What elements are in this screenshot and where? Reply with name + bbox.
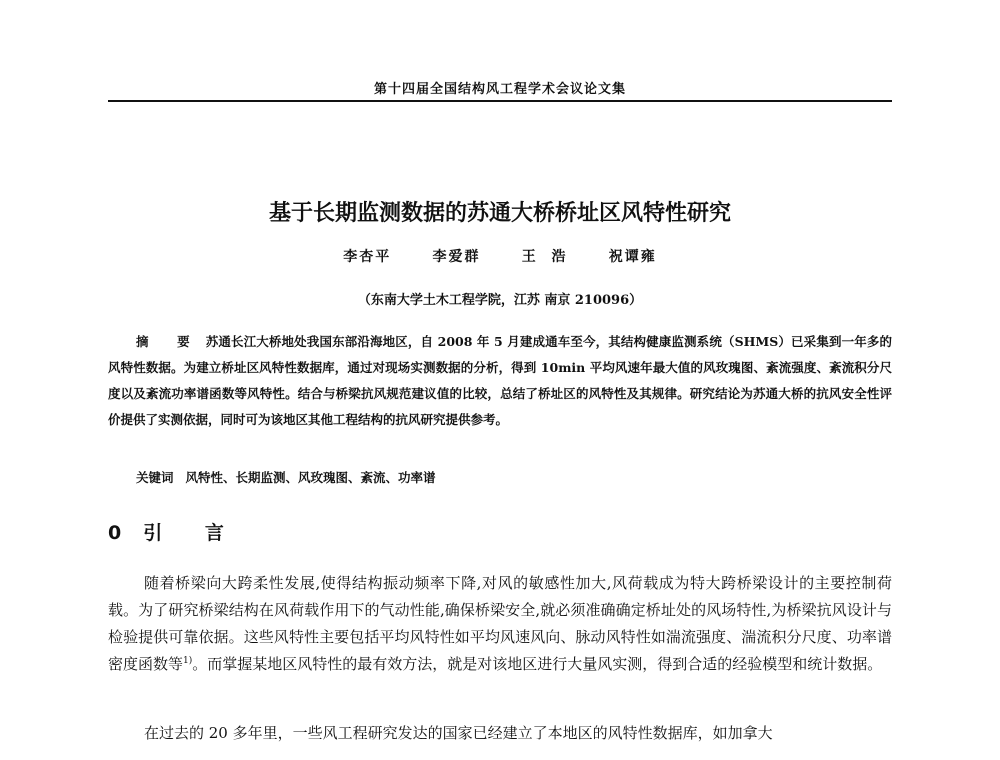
abstract [108, 329, 892, 433]
author-name: 祝谭雍 [608, 249, 657, 265]
header-rule [108, 100, 892, 102]
keywords [136, 465, 892, 491]
paragraph-text: 。而掌握某地区风特性的最有效方法，就是对该地区进行大量风实测，得到合适的经验模型和统计数据。 [192, 655, 883, 673]
citation-ref: 1) [183, 656, 193, 666]
affiliation: （东南大学土木工程学院，江苏 南京 210096） [357, 293, 643, 308]
author-name: 王 浩 [521, 249, 568, 265]
paragraph-text: 随着桥梁向大跨柔性发展,使得结构振动频率下降,对风的敏感性加大,风荷载成为特大跨桥梁设计的主要控制荷载。为了研究桥梁结构在风荷载作用下的气动性能,确保桥梁安全,就必须准确确定桥址处的风场特性,为桥梁抗风设计与检验提供可靠依据。这些风特性主要包括平均风特性如平均风速风向、脉动风特性如湍流强度、湍流积分尺度、功率谱密度函数等 [108, 574, 892, 673]
body-paragraph [108, 570, 892, 678]
keywords-text: 风特性、长期监测、风玫瑰图、紊流、功率谱 [185, 470, 436, 485]
body-paragraph: 在过去的 20 多年里，一些风工程研究发达的国家已经建立了本地区的风特性数据库，如加拿大 [144, 724, 773, 742]
author-name: 李杏平 [343, 249, 392, 265]
paper-title: 基于长期监测数据的苏通大桥桥址区风特性研究 [268, 201, 731, 226]
author-name: 李爱群 [432, 249, 481, 265]
section-title: 引 言 [143, 522, 242, 544]
running-header: 第十四届全国结构风工程学术会议论文集 [373, 82, 626, 97]
section-heading [108, 518, 242, 545]
abstract-text: 苏通长江大桥地处我国东部沿海地区，自 2008 年 5 月建成通车至今，其结构健康监测系统（SHMS）已采集到一年多的风特性数据。为建立桥址区风特性数据库，通过对现场实测数据的分析，得到 10min 平均风速年最大值的风玫瑰图、紊流强度、紊流积分尺度以及紊流功率谱函数等风特性。结合与桥梁抗风规范建议值的比较，总结了桥址区的风特性及其规律。研究结论为苏通大桥的抗风安全性评价提供了实测依据，同时可为该地区其他工程结构的抗风研究提供参考。 [108, 334, 892, 427]
abstract-label: 摘 要 [136, 334, 202, 349]
author-list [0, 246, 1000, 266]
keywords-label: 关键词 [136, 470, 174, 485]
section-number: 0 [108, 522, 122, 544]
